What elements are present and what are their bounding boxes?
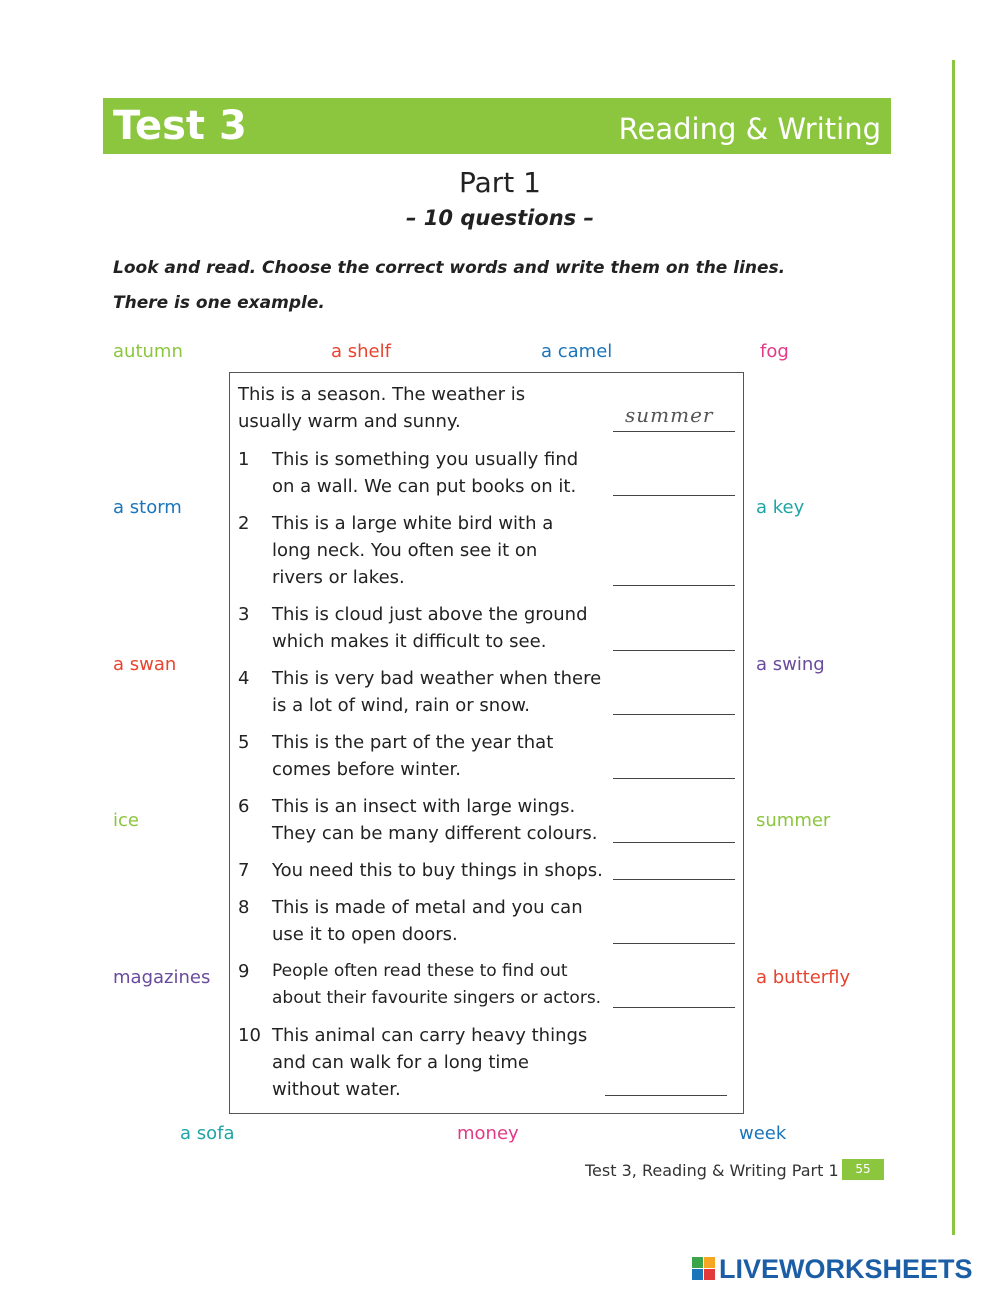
- instruction-line: There is one example.: [113, 293, 325, 313]
- question-number: 5: [238, 732, 250, 753]
- question-line: This is a season. The weather is: [238, 384, 526, 405]
- question-line: on a wall. We can put books on it.: [272, 476, 577, 497]
- answer-line-7[interactable]: [613, 879, 735, 880]
- example-answer-line: [613, 431, 735, 432]
- page-number: 55: [842, 1159, 884, 1180]
- word-bank-item[interactable]: a shelf: [331, 341, 391, 362]
- question-line: This is very bad weather when there: [272, 668, 602, 689]
- answer-line-2[interactable]: [613, 585, 735, 586]
- question-line: This is a large white bird with a: [272, 513, 554, 534]
- question-line: and can walk for a long time: [272, 1052, 530, 1073]
- question-number: 7: [238, 860, 250, 881]
- question-line: which makes it difficult to see.: [272, 631, 547, 652]
- answer-line-8[interactable]: [613, 943, 735, 944]
- question-number: 6: [238, 796, 250, 817]
- word-bank-item[interactable]: a camel: [541, 341, 613, 362]
- question-number: 3: [238, 604, 250, 625]
- question-line: without water.: [272, 1079, 401, 1100]
- question-line: usually warm and sunny.: [238, 411, 461, 432]
- test-title: Test 3: [113, 103, 247, 149]
- instruction-line: Look and read. Choose the correct words and write them on the lines.: [113, 258, 786, 278]
- answer-line-4[interactable]: [613, 714, 735, 715]
- answer-line-10[interactable]: [605, 1095, 727, 1096]
- question-count: – 10 questions –: [406, 206, 594, 230]
- word-bank-item[interactable]: fog: [760, 341, 789, 362]
- question-line: This animal can carry heavy things: [272, 1025, 588, 1046]
- page-margin-line: [952, 60, 955, 1235]
- word-bank-item[interactable]: autumn: [113, 341, 183, 362]
- question-number: 9: [238, 961, 250, 982]
- question-line: People often read these to find out: [272, 961, 568, 981]
- word-bank-item[interactable]: week: [739, 1123, 787, 1144]
- footer-text: Test 3, Reading & Writing Part 1: [585, 1161, 839, 1180]
- question-line: You need this to buy things in shops.: [272, 860, 603, 881]
- question-number: 2: [238, 513, 250, 534]
- test-banner: [103, 98, 891, 154]
- example-answer: summer: [625, 403, 714, 427]
- answer-line-3[interactable]: [613, 650, 735, 651]
- answer-line-1[interactable]: [613, 495, 735, 496]
- question-line: This is something you usually find: [272, 449, 579, 470]
- question-number: 4: [238, 668, 250, 689]
- question-line: This is cloud just above the ground: [272, 604, 588, 625]
- word-bank-item[interactable]: a butterfly: [756, 967, 851, 988]
- section-title: Reading & Writing: [618, 112, 881, 146]
- word-bank-item[interactable]: a swing: [756, 654, 825, 675]
- question-number: 10: [238, 1025, 261, 1046]
- word-bank-item[interactable]: ice: [113, 810, 139, 831]
- answer-line-6[interactable]: [613, 842, 735, 843]
- question-line: comes before winter.: [272, 759, 461, 780]
- brand-name: LIVEWORKSHEETS: [719, 1253, 973, 1284]
- liveworksheets-logo-icon: [692, 1257, 716, 1281]
- question-number: 8: [238, 897, 250, 918]
- answer-line-9[interactable]: [613, 1007, 735, 1008]
- word-bank-item[interactable]: a storm: [113, 497, 182, 518]
- word-bank-item[interactable]: a key: [756, 497, 805, 518]
- question-number: 1: [238, 449, 250, 470]
- question-line: is a lot of wind, rain or snow.: [272, 695, 531, 716]
- question-line: They can be many different colours.: [272, 823, 598, 844]
- word-bank-item[interactable]: magazines: [113, 967, 211, 988]
- answer-line-5[interactable]: [613, 778, 735, 779]
- word-bank-item[interactable]: summer: [756, 810, 831, 831]
- question-line: use it to open doors.: [272, 924, 458, 945]
- question-line: rivers or lakes.: [272, 567, 405, 588]
- question-line: This is the part of the year that: [272, 732, 554, 753]
- word-bank-item[interactable]: money: [457, 1123, 519, 1144]
- question-line: This is made of metal and you can: [272, 897, 583, 918]
- part-title: Part 1: [459, 166, 541, 199]
- questions-box: [229, 372, 744, 1114]
- word-bank-item[interactable]: a swan: [113, 654, 177, 675]
- word-bank-item[interactable]: a sofa: [180, 1123, 235, 1144]
- question-line: long neck. You often see it on: [272, 540, 538, 561]
- question-line: This is an insect with large wings.: [272, 796, 576, 817]
- question-line: about their favourite singers or actors.: [272, 988, 602, 1008]
- brand-logo: [692, 1252, 973, 1286]
